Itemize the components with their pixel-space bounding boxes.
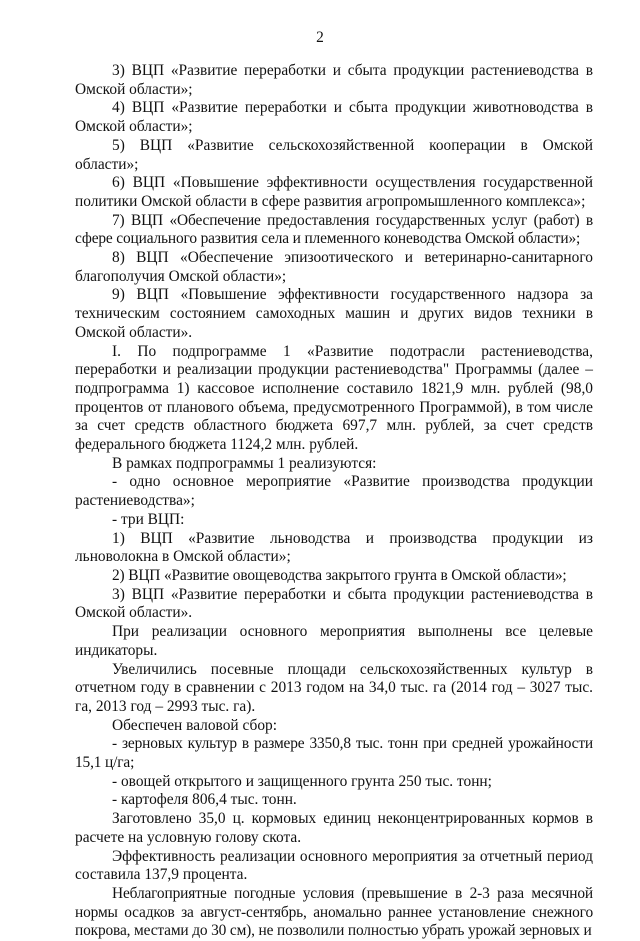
page-number: 2 (316, 29, 324, 46)
paragraph: 1) ВЦП «Развитие льноводства и производства продукции из льноволокна в Омской области»; (75, 529, 593, 566)
paragraph: 2) ВЦП «Развитие овощеводства закрытого грунта в Омской области»; (112, 566, 567, 584)
paragraph: - три ВЦП: (112, 510, 185, 528)
paragraph: - одно основное мероприятие «Развитие производства продукции растениеводства»; (75, 473, 593, 510)
body-text (75, 62, 593, 941)
paragraph: 8) ВЦП «Обеспечение эпизоотического и ветеринарно-санитарного благополучия Омской области»; (75, 249, 593, 285)
paragraph: I. По подпрограмме 1 «Развитие подотрасли растениеводства, переработки и реализации продукции растениеводства" Программы (далее – подпрограмма 1) кассовое исполнение составило 1821,9 млн. рублей (98,0 процентов от планового объема, предусмотренного Программой), в том числе за счет средств областного бюджета 697,7 млн. рублей, за счет средств федерального бюджета 1124,2 млн. рублей. (75, 342, 593, 454)
paragraph: 7) ВЦП «Обеспечение предоставления государственных услуг (работ) в сфере социального развития села и племенного коневодства Омской области»; (75, 211, 593, 248)
paragraph: Неблагоприятные погодные условия (превышение в 2-3 раза месячной нормы осадков за август-сентябрь, аномально раннее установление снежного покрова, местами до 30 см), не позволили полностью убрать урожай зерновых и (75, 884, 593, 940)
paragraph: - овощей открытого и защищенного грунта 250 тыс. тонн; (112, 772, 492, 790)
paragraph: - картофеля 806,4 тыс. тонн. (112, 791, 297, 809)
paragraph: Обеспечен валовой сбор: (112, 716, 277, 734)
paragraph: 6) ВЦП «Повышение эффективности осуществления государственной политики Омской области в сфере развития агропромышленного комплекса»; (75, 174, 593, 210)
paragraph: 5) ВЦП «Развитие сельскохозяйственной кооперации в Омской области»; (75, 136, 593, 173)
paragraph: 3) ВЦП «Развитие переработки и сбыта продукции растениеводства в Омской области». (75, 585, 593, 622)
paragraph: Увеличились посевные площади сельскохозяйственных культур в отчетном году в сравнении с 2013 годом на 34,0 тыс. га (2014 год – 3027 тыс. га, 2013 год – 2993 тыс. га). (75, 660, 593, 715)
paragraph: Заготовлено 35,0 ц. кормовых единиц неконцентрированных кормов в расчете на условную голову скота. (75, 810, 593, 846)
paragraph: 9) ВЦП «Повышение эффективности государственного надзора за техническим состоянием самоходных машин и других видов техники в Омской области». (75, 286, 593, 341)
paragraph: - зерновых культур в размере 3350,8 тыс. тонн при средней урожайности 15,1 ц/га; (75, 735, 593, 772)
paragraph: 4) ВЦП «Развитие переработки и сбыта продукции животноводства в Омской области»; (75, 99, 593, 136)
paragraph: В рамках подпрограммы 1 реализуются: (112, 454, 377, 472)
paragraph: При реализации основного мероприятия выполнены все целевые индикаторы. (75, 623, 593, 659)
paragraph: 3) ВЦП «Развитие переработки и сбыта продукции растениеводства в Омской области»; (75, 62, 593, 98)
paragraph: Эффективность реализации основного мероприятия за отчетный период составила 137,9 процента. (75, 847, 593, 884)
